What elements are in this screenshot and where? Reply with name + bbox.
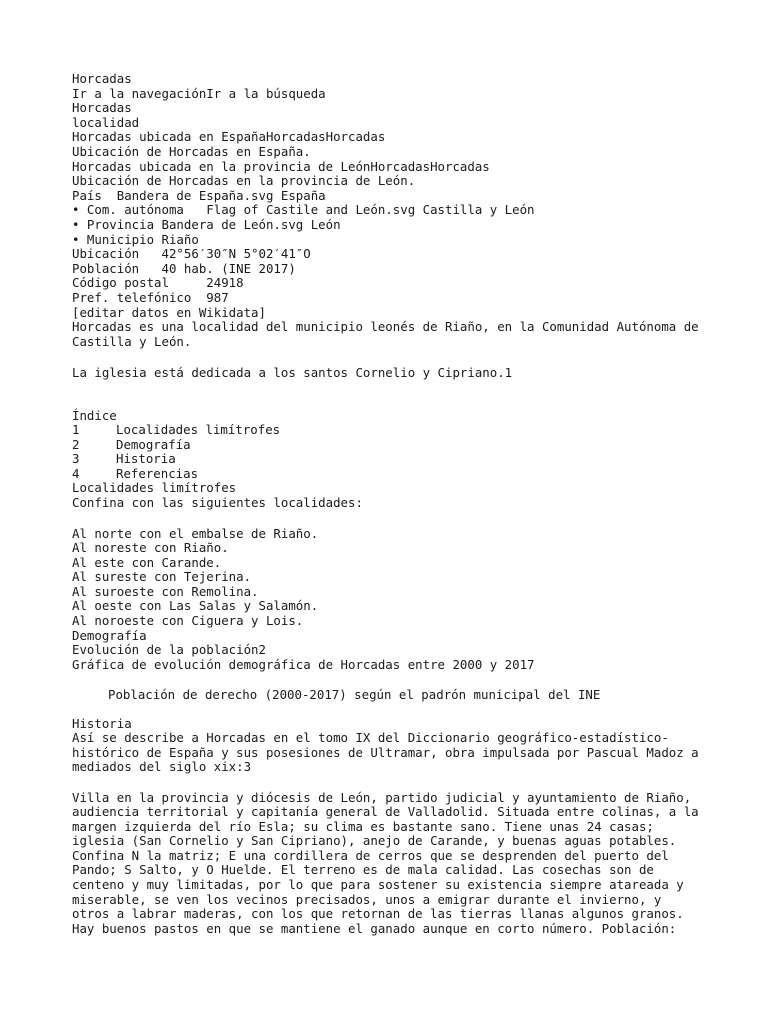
church-paragraph	[72, 366, 712, 381]
list-item: Al noroeste con Ciguera y Lois.	[72, 613, 304, 629]
limitrofes-intro: Confina con las siguientes localidades:	[72, 495, 363, 511]
toc-title: Índice	[72, 407, 117, 423]
demografia-subheading: Evolución de la población2	[72, 642, 266, 658]
article-subheading: localidad	[72, 114, 140, 130]
chart-subcaption-block	[108, 688, 748, 703]
chart-caption: Gráfica de evolución demográfica de Horcadas entre 2000 y 2017	[72, 656, 535, 672]
infobox-row-comunidad: • Com. autónoma Flag of Castile and León.svg Castilla y León	[72, 202, 535, 218]
historia-section	[72, 717, 712, 775]
skip-nav-links[interactable]: Ir a la navegaciónIr a la búsqueda	[72, 85, 326, 101]
map-spain-description: Ubicación de Horcadas en España.	[72, 143, 311, 159]
intro-text: Horcadas es una localidad del municipio leonés de Riaño, en la Comunidad Autónoma de Castilla y León.	[72, 319, 707, 349]
infobox-row-ubicacion: Ubicación 42°56′30″N 5°02′41″O	[72, 246, 311, 262]
list-item: Al sureste con Tejerina.	[72, 569, 252, 585]
infobox-row-prefijo: Pref. telefónico 987	[72, 289, 229, 305]
toc-item[interactable]: 2 Demografía	[72, 436, 191, 452]
infobox-row-codigo-postal: Código postal 24918	[72, 275, 244, 291]
toc-item[interactable]: 4 Referencias	[72, 465, 199, 481]
list-item: Al norte con el embalse de Riaño.	[72, 525, 319, 541]
madoz-quote-text: Villa en la provincia y diócesis de León, partido judicial y ayuntamiento de Riaño, audiencia territorial y capitanía general de Valladolid. Situada entre colinas, a la margen izquierda del río Esla; su clima es bastante sano. Tiene unas 24 casas; iglesia (San Cornelio y San Cipriano), anejo de Carande, y buenas aguas potables. Confina N la matriz; E una cordillera de cerros que se desprenden del puerto del Pando; S Salto, y O Huelde. El terreno es de mala calidad. Las cosechas son de centeno y muy limitadas, por lo que para sostener su existencia siempre atareada y miserable, se ven los vecinos precisados, unos a emigrar durante el invierno, y otros a labrar maderas, con los que retornan de las tierras llanas algunos granos. Hay buenos pastos en que se mantiene el ganado aunque en corto número. Población:	[72, 789, 707, 936]
section-heading-demografia: Demografía	[72, 627, 147, 643]
map-leon-description: Ubicación de Horcadas en la provincia de León.	[72, 173, 416, 189]
infobox-row-pais: País Bandera de España.svg España	[72, 187, 326, 203]
list-item: Al noreste con Riaño.	[72, 540, 229, 556]
map-spain-caption: Horcadas ubicada en EspañaHorcadasHorcadas	[72, 129, 386, 145]
chart-subcaption: Población de derecho (2000-2017) según el padrón municipal del INE	[108, 686, 601, 702]
section-heading-limitrofes: Localidades limítrofes	[72, 480, 237, 496]
limitrofes-list	[72, 527, 712, 673]
historia-intro: Así se describe a Horcadas en el tomo IX del Diccionario geográfico-estadístico-histórico de España y sus posesiones de Ultramar, obra impulsada por Pascual Madoz a mediados del siglo xix:3	[72, 730, 707, 775]
intro-paragraph	[72, 320, 712, 349]
infobox	[72, 130, 712, 320]
section-heading-historia: Historia	[72, 715, 132, 731]
article-heading: Horcadas	[72, 100, 132, 116]
madoz-quote	[72, 789, 707, 937]
list-item: Al oeste con Las Salas y Salamón.	[72, 598, 319, 614]
page-title: Horcadas	[72, 71, 132, 86]
church-text: La iglesia está dedicada a los santos Cornelio y Cipriano.1	[72, 365, 513, 380]
infobox-row-poblacion: Población 40 hab. (INE 2017)	[72, 260, 296, 276]
toc-item[interactable]: 3 Historia	[72, 451, 176, 467]
infobox-row-municipio: • Municipio Riaño	[72, 231, 199, 247]
map-leon-caption: Horcadas ubicada en la provincia de LeónHorcadasHorcadas	[72, 158, 490, 174]
list-item: Al este con Carande.	[72, 554, 222, 570]
toc-item[interactable]: 1 Localidades limítrofes	[72, 422, 281, 438]
edit-wikidata-link[interactable]: [editar datos en Wikidata]	[72, 304, 266, 320]
table-of-contents	[72, 409, 712, 511]
article-header	[72, 72, 712, 130]
list-item: Al suroeste con Remolina.	[72, 583, 259, 599]
infobox-row-provincia: • Provincia Bandera de León.svg León	[72, 216, 341, 232]
